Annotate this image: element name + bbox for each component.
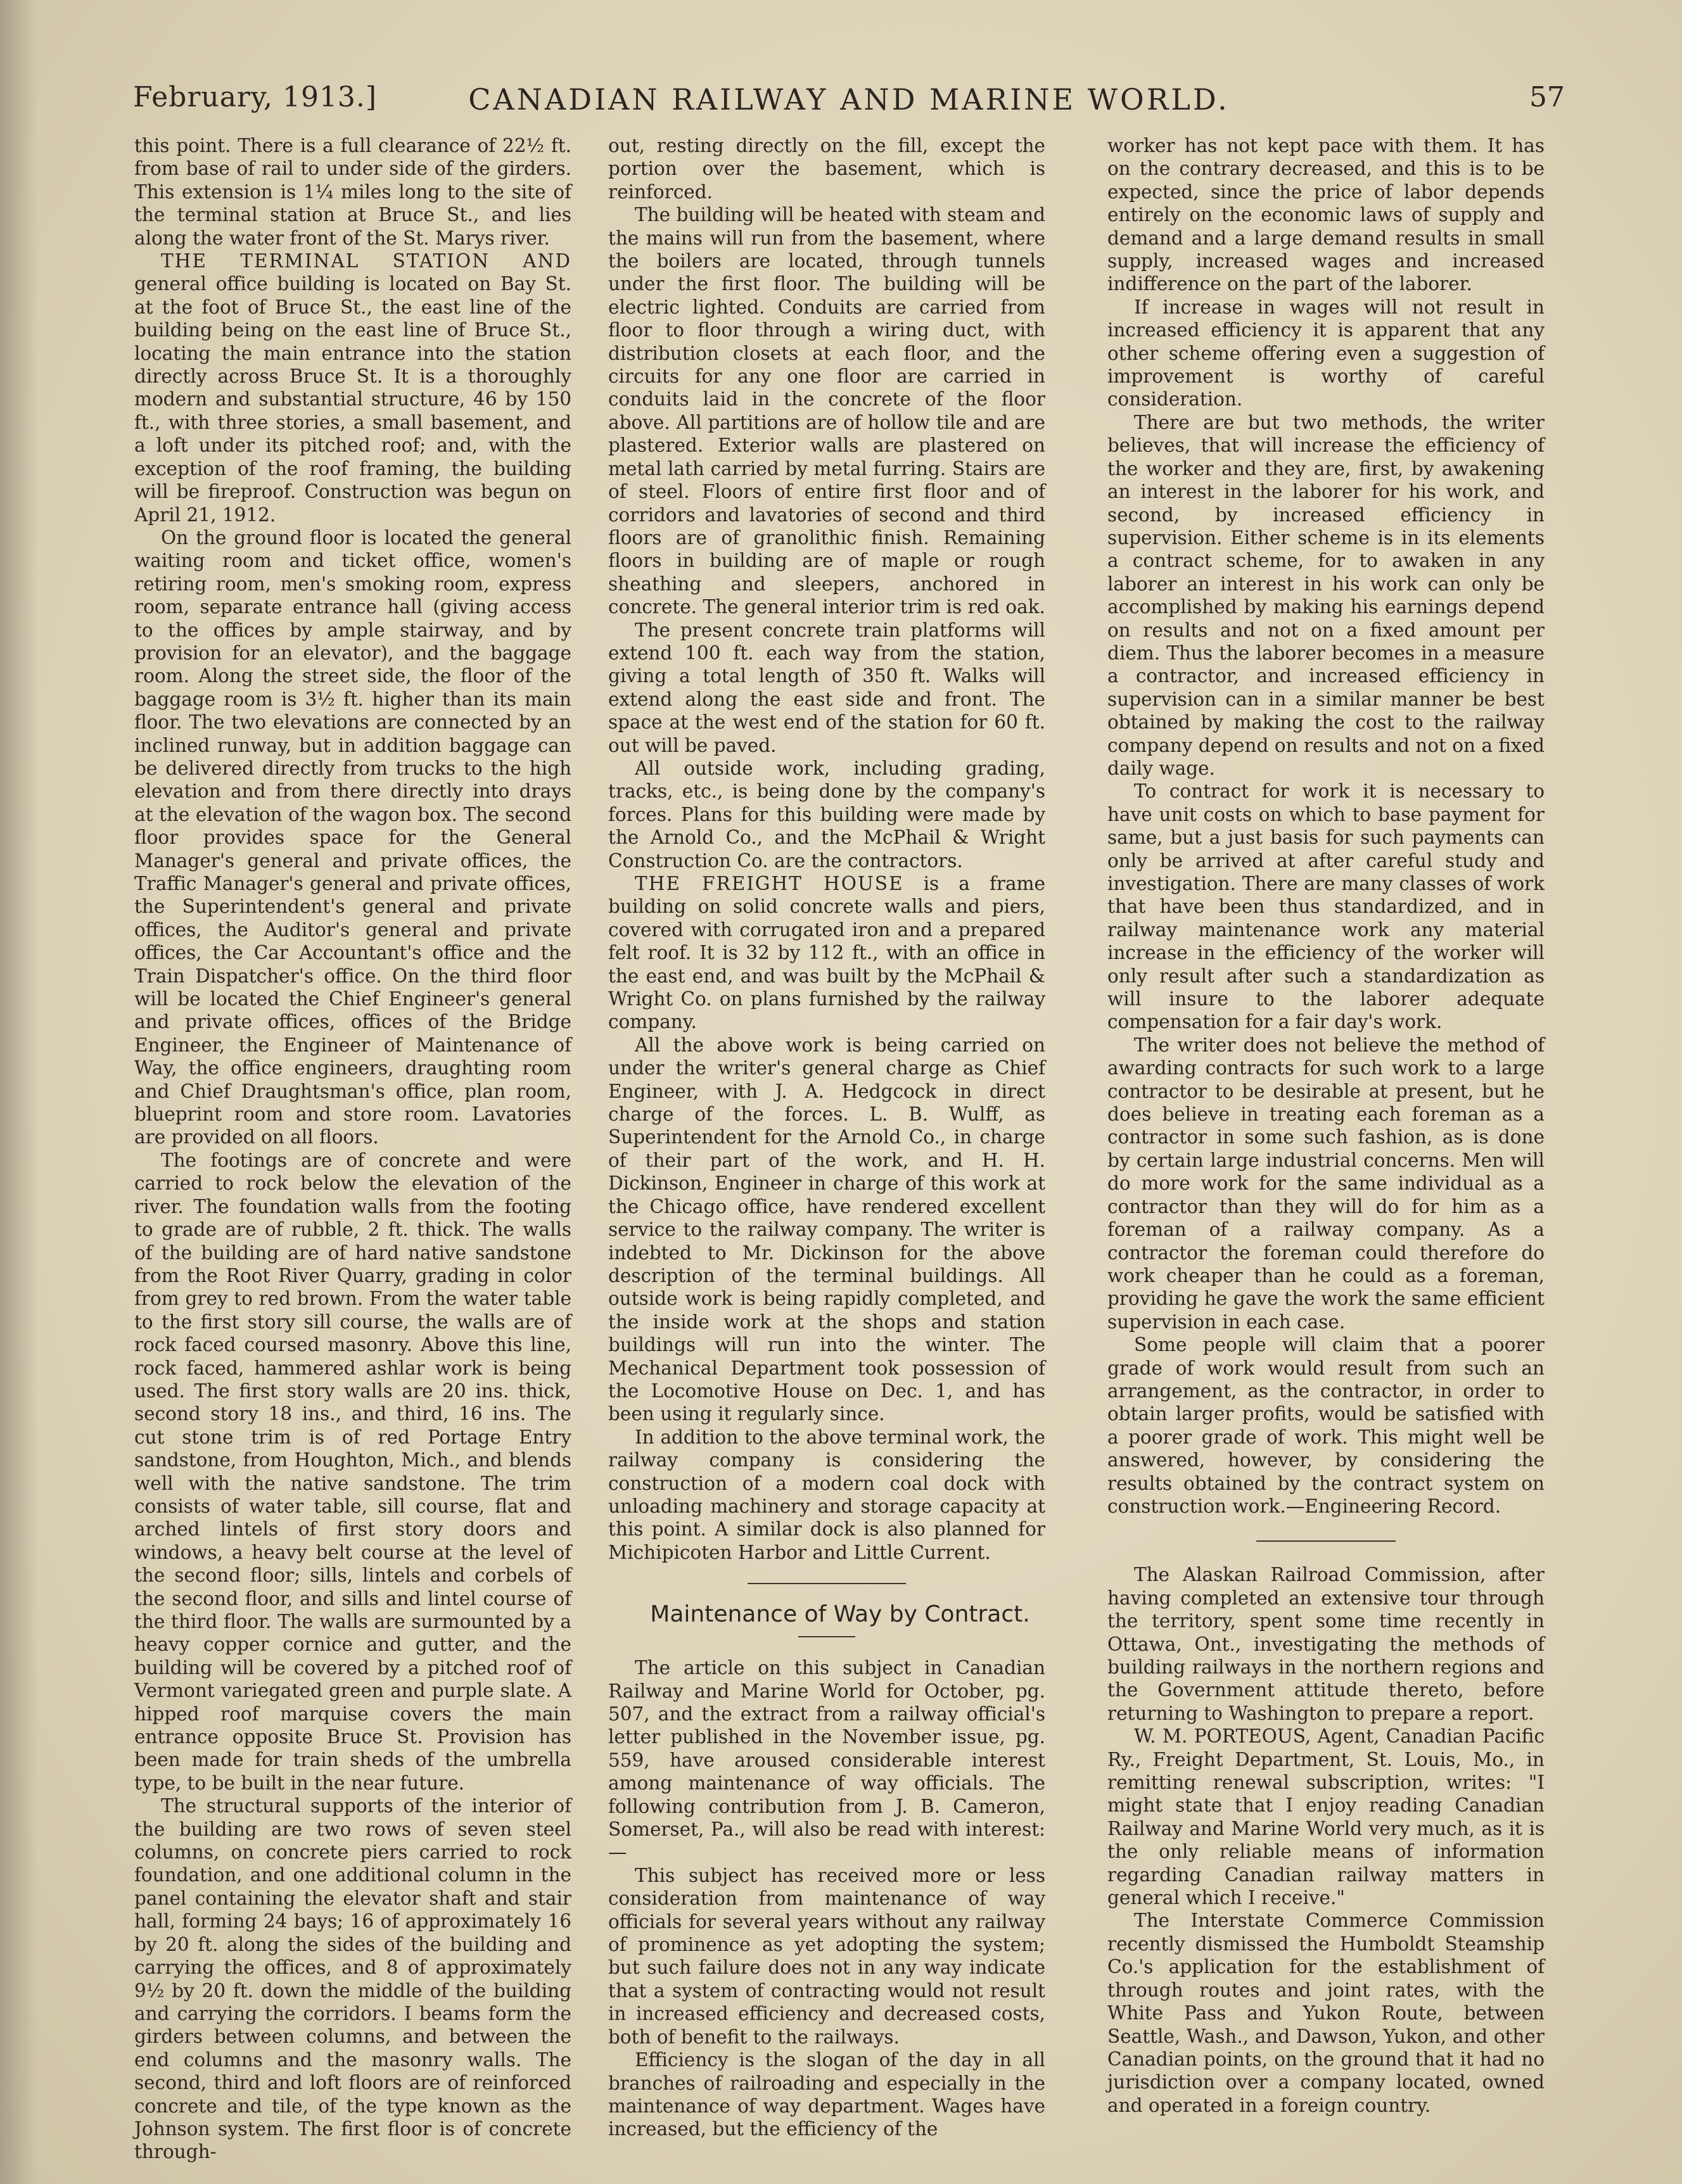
publication-title: CANADIAN RAILWAY AND MARINE WORLD.	[468, 82, 1230, 117]
paragraph: this point. There is a full clearance of 22½ ft. from base of rail to under side of the girders. This extension is 1¼ miles long to the site of the terminal station at Bruce St., and lies along the water front of the St. Marys river.	[134, 135, 571, 249]
paragraph-text: general office building is located on Bay St. at the foot of Bruce St., the east line of the building being on the east line of Bruce St., locating the main entrance into the station directly across Bruce St. It is a thoroughly modern and substantial structure, 46 by 150 ft., with three stories, a small basement, and a loft under its pitched roof; and, with the exception of the roof framing, the building will be fireproof. Construction was begun on April 21, 1912.	[134, 273, 571, 526]
paragraph: Some people will claim that a poorer grade of work would result from such an arrangement, as the contractor, in order to obtain larger profits, would be satisfied with a poorer grade of work. This might well be answered, however, by considering the results obtained by the contract system on construction work.—Engineering Record.	[1107, 1334, 1545, 1517]
paragraph: W. M. PORTEOUS, Agent, Canadian Pacific Ry., Freight Department, St. Louis, Mo., in remitting renewal subscription, writes: "I might state that I enjoy reading Canadian Railway and Marine World very much, as it is the only reliable means of information regarding Canadian railway matters in general which I receive."	[1107, 1725, 1545, 1909]
section-lead: THE FREIGHT HOUSE	[635, 873, 904, 894]
section-lead: THE TERMINAL STATION AND	[161, 250, 571, 272]
paragraph: The footings are of concrete and were carried to rock below the elevation of the river. The foundation walls from the footing to grade are of rubble, 2 ft. thick. The walls of the building are of hard native sandstone from the Root River Quarry, grading in color from grey to red brown. From the water table to the first story sill course, the walls are of rock faced coursed masonry. Above this line, rock faced, hammered ashlar work is being used. The first story walls are 20 ins. thick, second story 18 ins., and third, 16 ins. The cut stone trim is of red Portage Entry sandstone, from Houghton, Mich., and blends well with the native sandstone. The trim consists of water table, sill course, flat and arched lintels of first story doors and windows, a heavy belt course at the level of the second floor; sills, lintels and corbels of the second floor, and sills and lintel course of the third floor. The walls are surmounted by a heavy copper cornice and gutter, and the building will be covered by a pitched roof of Vermont variegated green and purple slate. A hipped roof marquise covers the main entrance opposite Bruce St. Provision has been made for train sheds of the umbrella type, to be built in the near future.	[134, 1149, 571, 1794]
paragraph: If increase in wages will not result in increased efficiency it is apparent that any other scheme offering even a suggestion of improvement is worthy of careful consideration.	[1107, 296, 1545, 410]
paragraph: In addition to the above terminal work, the railway company is considering the construction of a modern coal dock with unloading machinery and storage capacity at this point. A similar dock is also planned for Michipicoten Harbor and Little Current.	[608, 1426, 1045, 1563]
paragraph: On the ground floor is located the general waiting room and ticket office, women's retiring room, men's smoking room, express room, separate entrance hall (giving access to the offices by ample stairway, and by provision for an elevator), and the baggage room. Along the street side, the floor of the baggage room is 3½ ft. higher than its main floor. The two elevations are connected by an inclined runway, but in addition baggage can be delivered directly from trucks to the high elevation and from there directly into drays at the elevation of the wagon box. The second floor provides space for the General Manager's general and private offices, the Traffic Manager's general and private offices, the Superintendent's general and private offices, the Auditor's general and private offices, the Car Accountant's office and the Train Dispatcher's office. On the third floor will be located the Chief Engineer's general and private offices, offices of the Bridge Engineer, the Engineer of Maintenance of Way, the office engineers, draughting room and Chief Draughtsman's office, plan room, blueprint room and store room. Lavatories are provided on all floors.	[134, 526, 571, 1148]
paragraph: out, resting directly on the fill, except the portion over the basement, which is reinforced.	[608, 135, 1045, 203]
issue-date: February, 1913.]	[133, 81, 378, 113]
paragraph: The writer does not believe the method of awarding contracts for such work to a large contractor to be desirable at present, but he does believe in treating each foreman as a contractor in some such fashion, as is done by certain large industrial concerns. Men will do more work for the same individual as a contractor than they will do for him as a foreman of a railway company. As a contractor the foreman could therefore do work cheaper than he could as a foreman, providing he gave the work the same efficient supervision in each case.	[1107, 1034, 1545, 1333]
paragraph: The structural supports of the interior of the building are two rows of seven steel columns, on concrete piers carried to rock foundation, and one additional column in the panel containing the elevator shaft and stair hall, forming 24 bays; 16 of approximately 16 by 20 ft. along the sides of the building and carrying the offices, and 8 of approximately 9½ by 20 ft. down the middle of the building and carrying the corridors. I beams form the girders between columns, and between the end columns and the masonry walls. The second, third and loft floors are of reinforced concrete and tile, of the type known as the Johnson system. The first floor is of concrete through-	[134, 1795, 571, 2163]
paragraph: Efficiency is the slogan of the day in all branches of railroading and especially in the maintenance of way department. Wages have increased, but the efficiency of the	[608, 2049, 1045, 2140]
paragraph: To contract for work it is necessary to have unit costs on which to base payment for same, but a just basis for such payments can only be arrived at after careful study and investigation. There are many classes of work that have been thus standardized, and in railway maintenance work any material increase in the efficiency of the worker will only result after such a standardization as will insure to the laborer adequate compensation for a fair day's work.	[1107, 780, 1545, 1033]
paragraph: The Alaskan Railroad Commission, after having completed an extensive tour through the territory, spent some time recently in Ottawa, Ont., investigating the methods of building railways in the northern regions and the Government attitude thereto, before returning to Washington to prepare a report.	[1107, 1564, 1545, 1724]
divider	[798, 1636, 855, 1637]
paragraph: This subject has received more or less consideration from maintenance of way officials for several years without any railway of prominence as yet adopting the system; but such failure does not in any way indicate that a system of contracting would not result in increased efficiency and decreased costs, both of benefit to the railways.	[608, 1864, 1045, 2048]
column-3	[1107, 134, 1545, 2117]
paragraph: All outside work, including grading, tracks, etc., is being done by the company's forces. Plans for this building were made by the Arnold Co., and the McPhail & Wright Construction Co. are the contractors.	[608, 757, 1045, 872]
page-header	[133, 81, 1565, 125]
paragraph: The present concrete train platforms will extend 100 ft. each way from the station, giving a total length of 350 ft. Walks will extend along the east side and front. The space at the west end of the station for 60 ft. out will be paved.	[608, 619, 1045, 756]
paragraph	[134, 250, 571, 526]
paragraph: All the above work is being carried on under the writer's general charge as Chief Engineer, with J. A. Hedgcock in direct charge of the forces. L. B. Wulff, as Superintendent for the Arnold Co., in charge of their part of the work, and H. H. Dickinson, Engineer in charge of this work at the Chicago office, have rendered excellent service to the railway company. The writer is indebted to Mr. Dickinson for the above description of the terminal buildings. All outside work is being rapidly completed, and the inside work at the shops and station buildings will run into the winter. The Mechanical Department took possession of the Locomotive House on Dec. 1, and has been using it regularly since.	[608, 1034, 1045, 1425]
column-1	[134, 134, 571, 2164]
paragraph: The Interstate Commerce Commission recently dismissed the Humboldt Steamship Co.'s application for the establishment of through routes and joint rates, with the White Pass and Yukon Route, between Seattle, Wash., and Dawson, Yukon, and other Canadian points, on the ground that it had no jurisdiction over a company located, owned and operated in a foreign country.	[1107, 1910, 1545, 2116]
section-title: Maintenance of Way by Contract.	[650, 1601, 1030, 1628]
paragraph-text: is a frame building on solid concrete walls and piers, covered with corrugated iron and a prepared felt roof. It is 32 by 112 ft., with an office in the east end, and was built by the McPhail & Wright Co. on plans furnished by the railway company.	[608, 873, 1045, 1033]
paragraph: The article on this subject in Canadian Railway and Marine World for October, pg. 507, and the extract from a railway official's letter published in the November issue, pg. 559, have aroused considerable interest among maintenance of way officials. The following contribution from J. B. Cameron, Somerset, Pa., will also be read with interest:—	[608, 1657, 1045, 1863]
paragraph: There are but two methods, the writer believes, that will increase the efficiency of the worker and they are, first, by awakening an interest in the laborer for his work, and second, by increased efficiency in supervision. Either scheme is in its elements a contract scheme, for to awaken in any laborer an interest in his work can only be accomplished by making his earnings depend on results and not on a fixed amount per diem. Thus the laborer becomes in a measure a contractor, and increased efficiency in supervision can in a similar manner be best obtained by making the cost to the railway company depend on results and not on a fixed daily wage.	[1107, 411, 1545, 779]
divider	[1256, 1540, 1396, 1542]
divider	[748, 1583, 906, 1584]
column-2	[608, 134, 1045, 2141]
binding-shadow	[0, 0, 38, 2184]
paragraph	[608, 872, 1045, 1034]
page-number: 57	[1529, 81, 1565, 113]
paragraph: worker has not kept pace with them. It has on the contrary decreased, and this is to be expected, since the price of labor depends entirely on the economic laws of supply and demand and a large demand results in small supply, increased wages and increased indifference on the part of the laborer.	[1107, 135, 1545, 295]
paragraph: The building will be heated with steam and the mains will run from the basement, where the boilers are located, through tunnels under the first floor. The building will be electric lighted. Conduits are carried from floor to floor through a wiring duct, with distribution closets at each floor, and the circuits for any one floor are carried in conduits laid in the concrete of the floor above. All partitions are of hollow tile and are plastered. Exterior walls are plastered on metal lath carried by metal furring. Stairs are of steel. Floors of entire first floor and of corridors and lavatories of second and third floors are of granolithic finish. Remaining floors in building are of maple or rough sheathing and sleepers, anchored in concrete. The general interior trim is red oak.	[608, 204, 1045, 618]
